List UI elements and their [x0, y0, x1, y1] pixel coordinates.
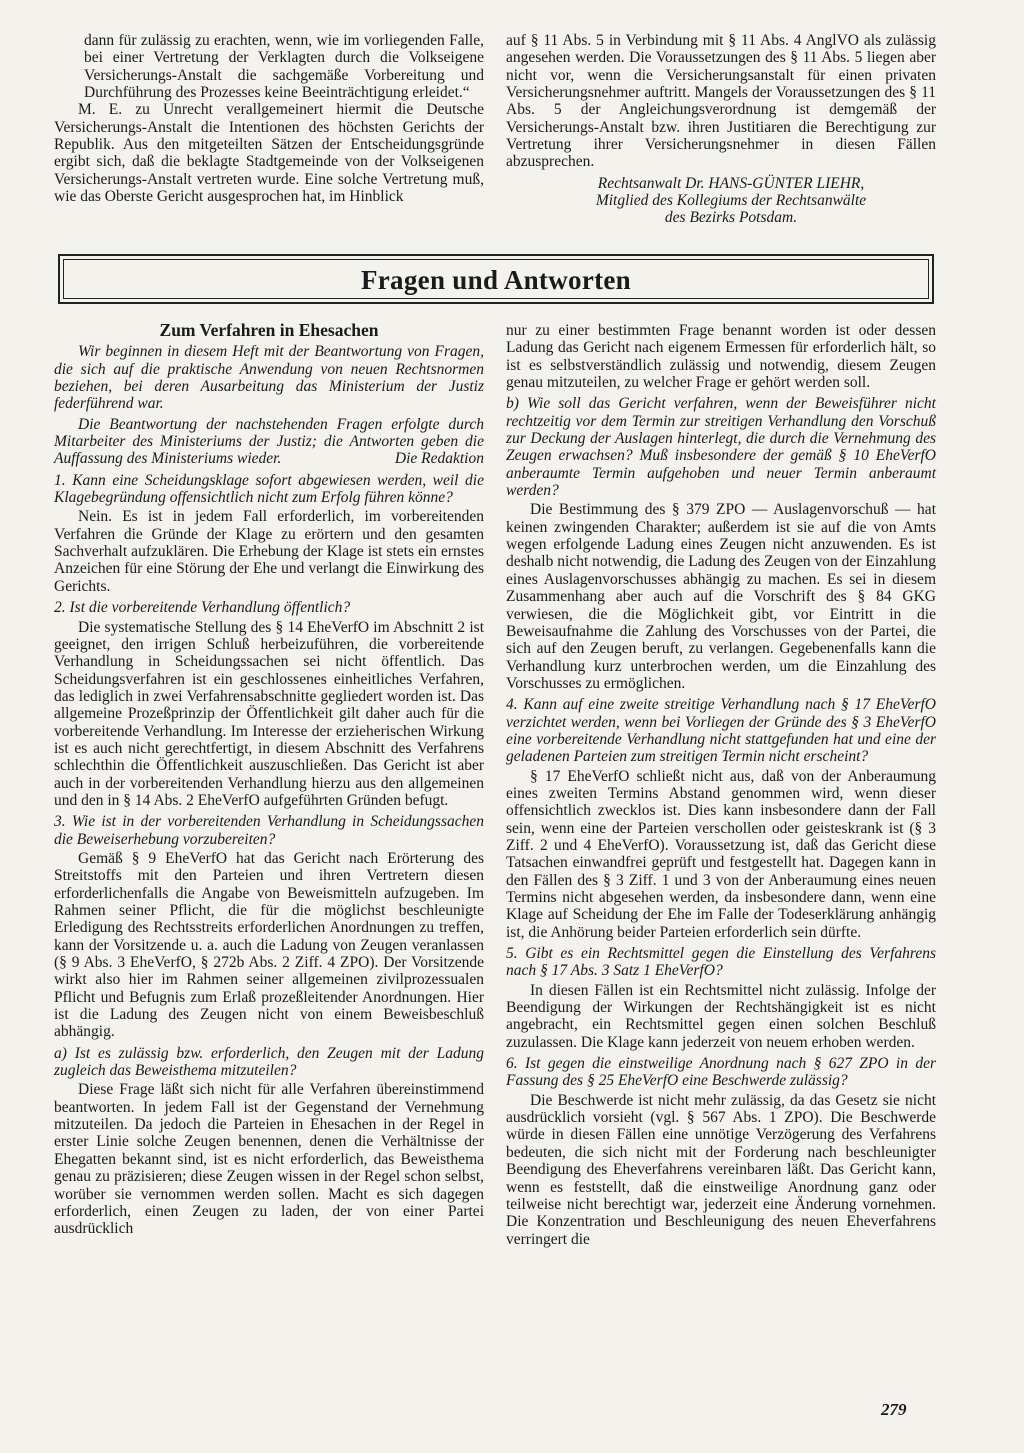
question-3b: b) Wie soll das Gericht verfahren, wenn der Beweisführer nicht rechtzeitig vor dem Termin zur streitigen Verhandlung den Vorschuß zur Deckung der Auslagen hinterlegt, die durch die Vernehmung des Zeugen erwachsen? Muß insbesondere der gemäß § 10 EheVerfO anberaumte Termin aufgehoben und neuer Termin anberaumt werden? — [506, 395, 936, 500]
question-3: 3. Wie ist in der vorbereitenden Verhandlung in Scheidungssachen die Beweiserhebung vorzubereiten? — [54, 813, 484, 848]
answer-4: § 17 EheVerfO schließt nicht aus, daß von der Anberaumung eines zweiten Termins Abstand genommen wird, wenn dieser offensichtlich zwecklos ist. Dies kann insbesondere dann der Fall sein, wenn eine der Parteien verschollen oder geisteskrank ist (§ 3 Ziff. 2 und 4 EheVerfO). Voraussetzung ist, daß das Gericht diese Tatsachen einwandfrei geprüft und festgestellt hat. Dagegen kann in den Fällen des § 3 Ziff. 1 und 3 von der Anberaumung eines neuen Termins nicht abgesehen werden, da insbesondere dann, wenn eine Klage auf Scheidung der Ehe im Falle der Todeserklärung anhängig ist, die Anhörung beider Parteien erforderlich sein dürfte. — [506, 767, 936, 941]
question-4: 4. Kann auf eine zweite streitige Verhandlung nach § 17 EheVerfO verzichtet werden, wenn bei Vorliegen der Gründe des § 3 EheVerfO eine vorbereitende Verhandlung nicht stattgefunden hat und eine der geladenen Parteien zum streitigen Termin nicht erscheint? — [506, 696, 936, 766]
editorial-note — [54, 416, 484, 468]
body-paragraph: M. E. zu Unrecht verallgemeinert hiermit die Deutsche Versicherungs-Anstalt die Intentionen des höchsten Gerichts der Republik. Aus den mitgeteilten Sätzen der Entscheidungsgründe ergibt sich, daß die beklagte Stadtgemeinde von der Volkseigenen Versicherungs-Anstalt vertreten wurde. Eine solche Vertretung muß, wie das Oberste Gericht ausgesprochen hat, im Hinblick — [54, 101, 484, 206]
author-name: Rechtsanwalt Dr. HANS-GÜNTER LIEHR, — [597, 174, 865, 192]
author-district: des Bezirks Potsdam. — [664, 209, 798, 227]
editorial-intro: Wir beginnen in diesem Heft mit der Beantwortung von Fragen, die sich auf die praktische Anwendung von neuen Rechtsnormen beziehen, bei deren Ausarbeitung das Ministerium der Justiz federführend war. — [54, 343, 484, 413]
answer-3a-continued: nur zu einer bestimmten Frage benannt worden ist oder dessen Ladung das Gericht nach eigenem Ermessen für erforderlich hält, so ist es selbstverständlich zulässig und notwendig, diesem Zeugen genau mitzuteilen, zu welcher Frage er gehört werden soll. — [506, 322, 936, 392]
article-heading: Zum Verfahren in Ehesachen — [159, 320, 379, 340]
editorial-note-text: Die Beantwortung der nachstehenden Fragen erfolgte durch Mitarbeiter des Ministeriums der Justiz; die Antworten geben die Auffassung des Ministeriums wieder. — [54, 415, 484, 468]
body-paragraph: auf § 11 Abs. 5 in Verbindung mit § 11 Abs. 4 AnglVO als zulässig angesehen werden. Die Voraussetzungen des § 11 Abs. 5 liegen aber nicht vor, wenn die Versicherungsanstalt für einen privaten Versicherungsnehmer auftritt. Mangels der Voraussetzungen des § 11 Abs. 5 der Angleichungsverordnung ist demgemäß der Versicherungs-Anstalt bzw. ihren Justitiaren die Berechtigung zur Vertretung ihrer Versicherungsnehmer in diesen Fällen abzusprechen. — [506, 32, 936, 171]
left-column — [54, 322, 484, 1238]
section-header-box — [58, 254, 934, 304]
editorial-signature: Die Redaktion — [394, 450, 484, 468]
question-3a: a) Ist es zulässig bzw. erforderlich, den Zeugen mit der Ladung zugleich das Beweisthema mitzuteilen? — [54, 1044, 484, 1080]
answer-6: Die Beschwerde ist nicht mehr zulässig, da das Gesetz sie nicht ausdrücklich vorsieht (vgl. § 567 Abs. 1 ZPO). Die Beschwerde würde in diesen Fällen eine unnötige Verzögerung des Verfahrens bedeuten, die sich nicht mit der Forderung nach beschleunigter Beendigung des Eheverfahrens vereinbaren läßt. Das Gericht kann, wenn es feststellt, daß die einstweilige Anordnung ganz oder teilweise nicht berechtigt war, jederzeit eine Änderung vornehmen. Die Konzentration und Beschleunigung des neuen Eheverfahrens verringert die — [506, 1091, 936, 1248]
top-left-column — [54, 32, 484, 205]
answer-5: In diesen Fällen ist ein Rechtsmittel nicht zulässig. Infolge der Beendigung der Wirkungen der Rechtshängigkeit ist es nicht angebracht, ein Rechtsmittel gegen einen solchen Beschluß zuzulassen. Die Klage kann jederzeit von neuem erhoben werden. — [506, 981, 936, 1051]
answer-3a: Diese Frage läßt sich nicht für alle Verfahren übereinstimmend beantworten. In jedem Fall ist der Gegenstand der Vernehmung mitzuteilen. Da jedoch die Parteien in Ehesachen in der Regel in erster Linie solche Zeugen benennen, denen die Verhältnisse der Ehegatten bekannt sind, ist es nicht erforderlich, das Beweisthema genau zu präzisieren; diese Zeugen wissen in der Regel schon selbst, worüber sie vernommen werden sollen. Macht es sich dagegen erforderlich, einen Zeugen zu laden, der von einer Partei ausdrücklich — [54, 1081, 484, 1238]
section-title: Fragen und Antworten — [360, 265, 631, 295]
author-signature — [526, 175, 936, 227]
answer-3b: Die Bestimmung des § 379 ZPO — Auslagenvorschuß — hat keinen zwingenden Charakter; außerdem ist sie auf die von Amts wegen erfolgende Ladung eines Zeugen nicht anzuwenden. Es ist deshalb nicht notwendig, die Ladung des Zeugen von der Einzahlung eines Auslagenvorschusses abhängig zu machen. Es sei in diesem Zusammenhang aber auch auf die Vorschrift des § 84 GKG verwiesen, die die Möglichkeit gibt, vor Eintritt in die Beweisaufnahme die Zahlung des Vorschusses von der Partei, die sich auf den Zeugen beruft, zu verlangen. Gegebenenfalls kann die Verhandlung kurz unterbrochen werden, um die Einzahlung des Vorschusses zu ermöglichen. — [506, 501, 936, 692]
question-1: 1. Kann eine Scheidungsklage sofort abgewiesen werden, weil die Klagebegründung offensichtlich nicht zum Erfolg führen könne? — [54, 471, 484, 507]
right-column — [506, 322, 936, 1248]
author-affiliation: Mitglied des Kollegiums der Rechtsanwälte — [595, 192, 867, 210]
answer-3: Gemäß § 9 EheVerfO hat das Gericht nach Erörterung des Streitstoffs mit den Parteien und ihren Vertretern diesen erforderlichenfalls die Angabe von Beweismitteln aufzugeben. Im Rahmen seiner Pflicht, die für die möglichst beschleunigte Erledigung des Rechtsstreits erforderlichen Anordnungen zu treffen, kann der Vorsitzende u. a. auch die Ladung von Zeugen veranlassen (§ 9 Abs. 3 EheVerfO, § 272b Abs. 2 Ziff. 4 ZPO). Der Vorsitzende wirkt also hier im Rahmen seiner allgemeinen zivilprozessualen Pflicht und Befugnis zum Erlaß prozeßleitender Anordnungen. Hier ist die Ladung des Zeugen nicht von einem Beweisbeschluß abhängig. — [54, 849, 484, 1041]
answer-2: Die systematische Stellung des § 14 EheVerfO im Abschnitt 2 ist geeignet, den irrigen Schluß herbeizuführen, die vorbereitende Verhandlung in Scheidungssachen sei nicht öffentlich. Das Scheidungsverfahren ist ein geschlossenes einheitliches Verfahren, das lediglich in zwei Verfahrensabschnitte gegliedert worden ist. Das allgemeine Prozeßprinzip der Öffentlichkeit gilt daher auch für die vorbereitende Verhandlung. Im Interesse der erzieherischen Wirkung ist es auch nicht gerechtfertigt, in diesem Abschnitt des Verfahrens schlechthin die Öffentlichkeit auszuschließen. Das Gericht ist aber auch in der vorbereitenden Verhandlung hierzu aus den allgemeinen und den in § 14 Abs. 2 EheVerfO aufgeführten Gründen befugt. — [54, 618, 484, 809]
question-2: 2. Ist die vorbereitende Verhandlung öffentlich? — [54, 599, 351, 617]
page-number: 279 — [881, 1400, 907, 1419]
question-5: 5. Gibt es ein Rechtsmittel gegen die Einstellung des Verfahrens nach § 17 Abs. 3 Satz 1 EheVerfO? — [506, 945, 936, 980]
quote-continuation: dann für zulässig zu erachten, wenn, wie im vorliegenden Falle, bei einer Vertretung der Verklagten durch die Volkseigene Versicherungs-Anstalt die sachgemäße Vorbereitung und Durchführung des Prozesses keine Beeinträchtigung erleidet.“ — [84, 32, 484, 102]
top-right-column — [506, 32, 936, 227]
question-6: 6. Ist gegen die einstweilige Anordnung nach § 627 ZPO in der Fassung des § 25 EheVerfO eine Beschwerde zulässig? — [506, 1055, 936, 1090]
answer-1: Nein. Es ist in jedem Fall erforderlich, im vorbereitenden Verfahren die Gründe der Klage zu erörtern und den gesamten Sachverhalt aufzuklären. Die Erhebung der Klage ist stets ein ernstes Anzeichen für eine Störung der Ehe und verlangt die Einwirkung des Gerichts. — [54, 508, 484, 595]
